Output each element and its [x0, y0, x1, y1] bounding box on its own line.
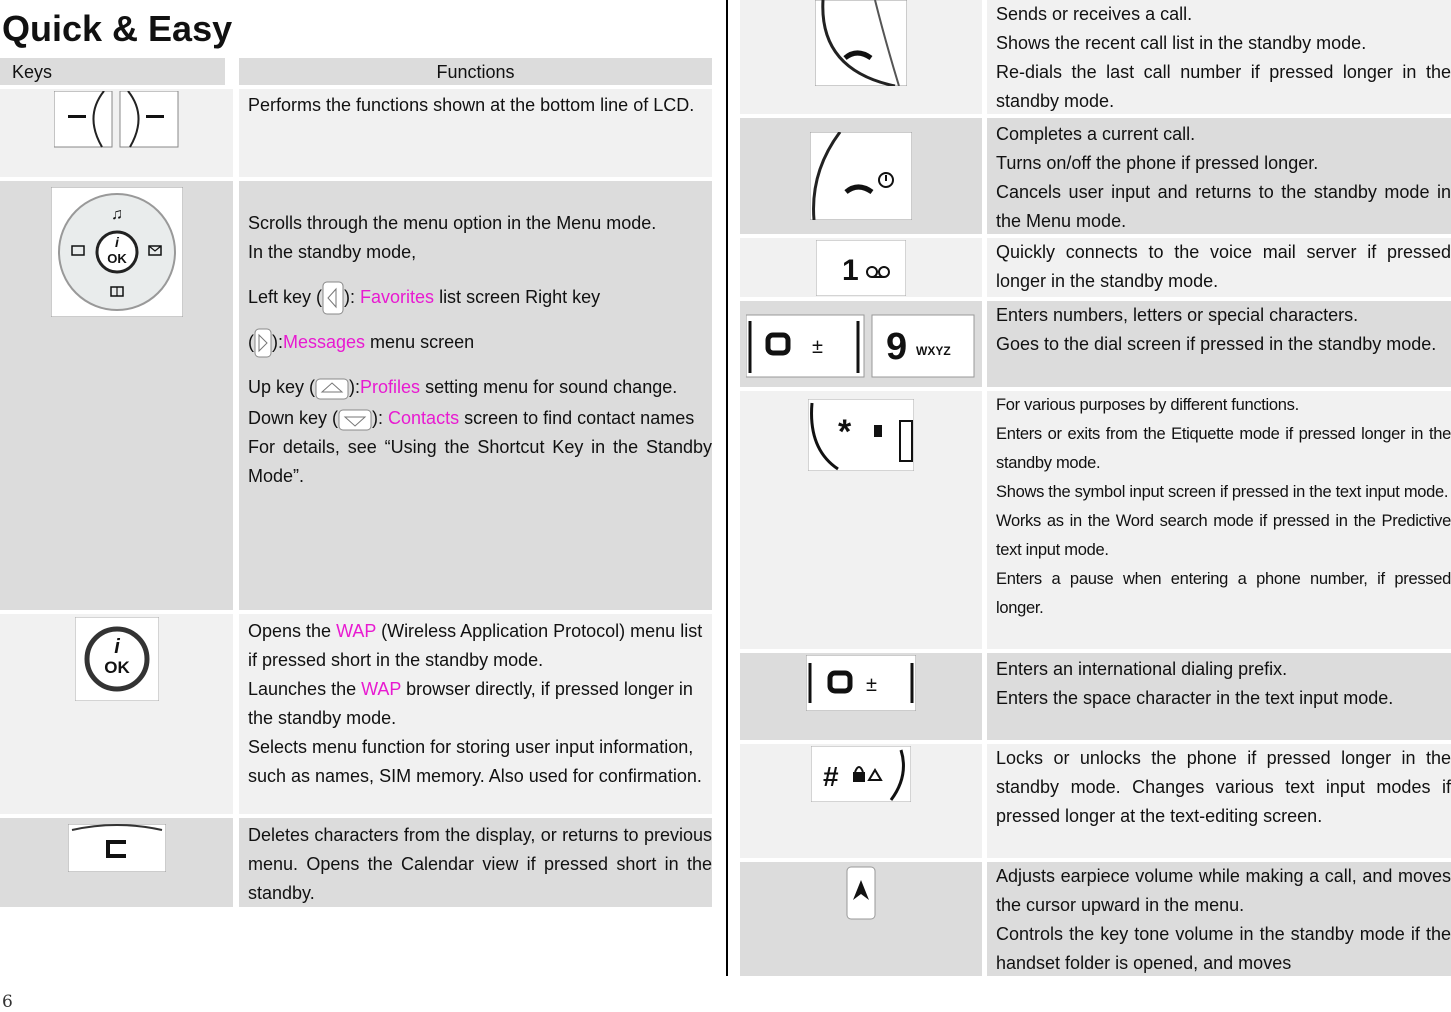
- svg-text:i: i: [113, 636, 120, 658]
- svg-text:i: i: [114, 234, 119, 250]
- send-key-icon: [815, 0, 907, 86]
- svg-text:9: 9: [886, 326, 908, 368]
- left-key-icon: [322, 281, 344, 315]
- volume-key-function: Adjusts earpiece volume while making a call, and moves the cursor upward in the menu. Controls the key tone volume in the standby mode if the handset folder is opened, and moves: [987, 862, 1451, 976]
- svg-text:OK: OK: [103, 658, 130, 677]
- navigation-key-cell: [0, 181, 233, 610]
- functions-column-header: Functions: [239, 58, 712, 85]
- send-key-function: Sends or receives a call. Shows the recent call list in the standby mode. Re-dials the last call number if pressed longer in the standby mode.: [987, 0, 1451, 114]
- svg-text:1: 1: [842, 254, 859, 287]
- clear-key-function: Deletes characters from the display, or returns to previous menu. Opens the Calendar view if pressed short in the standby.: [239, 818, 712, 907]
- clear-key-icon: [68, 824, 166, 872]
- number-keys-function: Enters numbers, letters or special characters. Goes to the dial screen if pressed in the standby mode.: [987, 301, 1451, 387]
- ok-key-function: Opens the WAP (Wireless Application Protocol) menu list if pressed short in the standby mode. Launches the WAP browser directly, if pressed longer in the standby mode. Selects menu function for storing user input information, such as names, SIM memory. Also used for confirmation.: [239, 614, 712, 814]
- end-key-icon: [810, 132, 912, 220]
- page-title: Quick & Easy: [2, 8, 233, 49]
- soft-keys-cell: [0, 89, 233, 177]
- right-key-icon: [254, 328, 272, 358]
- up-key-icon: [315, 378, 349, 400]
- hash-key-function: Locks or unlocks the phone if pressed longer in the standby mode. Changes various text input modes if pressed longer at the text-editing screen.: [987, 744, 1451, 858]
- number-keys-icon: [746, 309, 976, 383]
- voicemail-key-icon: [816, 240, 906, 296]
- hash-key-icon: [811, 746, 911, 802]
- soft-keys-icon: [54, 91, 180, 151]
- svg-text:#: #: [823, 761, 839, 792]
- svg-text:*: *: [838, 413, 852, 451]
- star-key-icon: [808, 399, 914, 471]
- voicemail-key-function: Quickly connects to the voice mail server if pressed longer in the standby mode.: [987, 238, 1451, 297]
- end-key-cell: [740, 118, 982, 234]
- svg-text:±: ±: [866, 674, 877, 696]
- end-key-function: Completes a current call. Turns on/off the phone if pressed longer. Cancels user input and returns to the standby mode in the Menu mode.: [987, 118, 1451, 234]
- navigation-key-function: Scrolls through the menu option in the Menu mode. In the standby mode, Left key ( ): Favorites list screen Right key ( ):Messages menu screen Up key ( ):Profiles setting menu for sound change. Down key ( ): Contacts screen to find contact names For details, see “Using the Shortcut Key in the Standby Mode”.: [239, 181, 712, 610]
- down-key-icon: [338, 409, 372, 431]
- volume-up-key-icon: [846, 866, 876, 920]
- svg-text:±: ±: [812, 336, 823, 358]
- zero-key-icon: [806, 655, 916, 711]
- ok-key-cell: [0, 614, 233, 814]
- star-key-function: For various purposes by different functions. Enters or exits from the Etiquette mode if pressed longer in the standby mode. Shows the symbol input screen if pressed in the text input mode. Works as in the Word search mode if pressed in the Predictive text input mode. Enters a pause when entering a phone number, if pressed longer.: [987, 391, 1451, 649]
- svg-text:♫: ♫: [110, 206, 123, 223]
- zero-key-cell: [740, 653, 982, 740]
- zero-key-function: Enters an international dialing prefix. Enters the space character in the text input mode.: [987, 653, 1451, 740]
- star-key-cell: [740, 391, 982, 649]
- soft-keys-function: Performs the functions shown at the bottom line of LCD.: [239, 89, 712, 177]
- volume-key-cell: [740, 862, 982, 976]
- svg-text:WXYZ: WXYZ: [916, 344, 951, 358]
- column-divider: [726, 0, 728, 976]
- send-key-cell: [740, 0, 982, 114]
- svg-text:OK: OK: [106, 251, 127, 266]
- page-number: 6: [2, 992, 13, 1012]
- ok-key-icon: [75, 617, 159, 701]
- voicemail-key-cell: [740, 238, 982, 297]
- clear-key-cell: [0, 818, 233, 907]
- navigation-key-icon: [51, 187, 183, 317]
- hash-key-cell: [740, 744, 982, 858]
- number-keys-cell: [740, 301, 982, 387]
- keys-column-header: Keys: [0, 58, 225, 85]
